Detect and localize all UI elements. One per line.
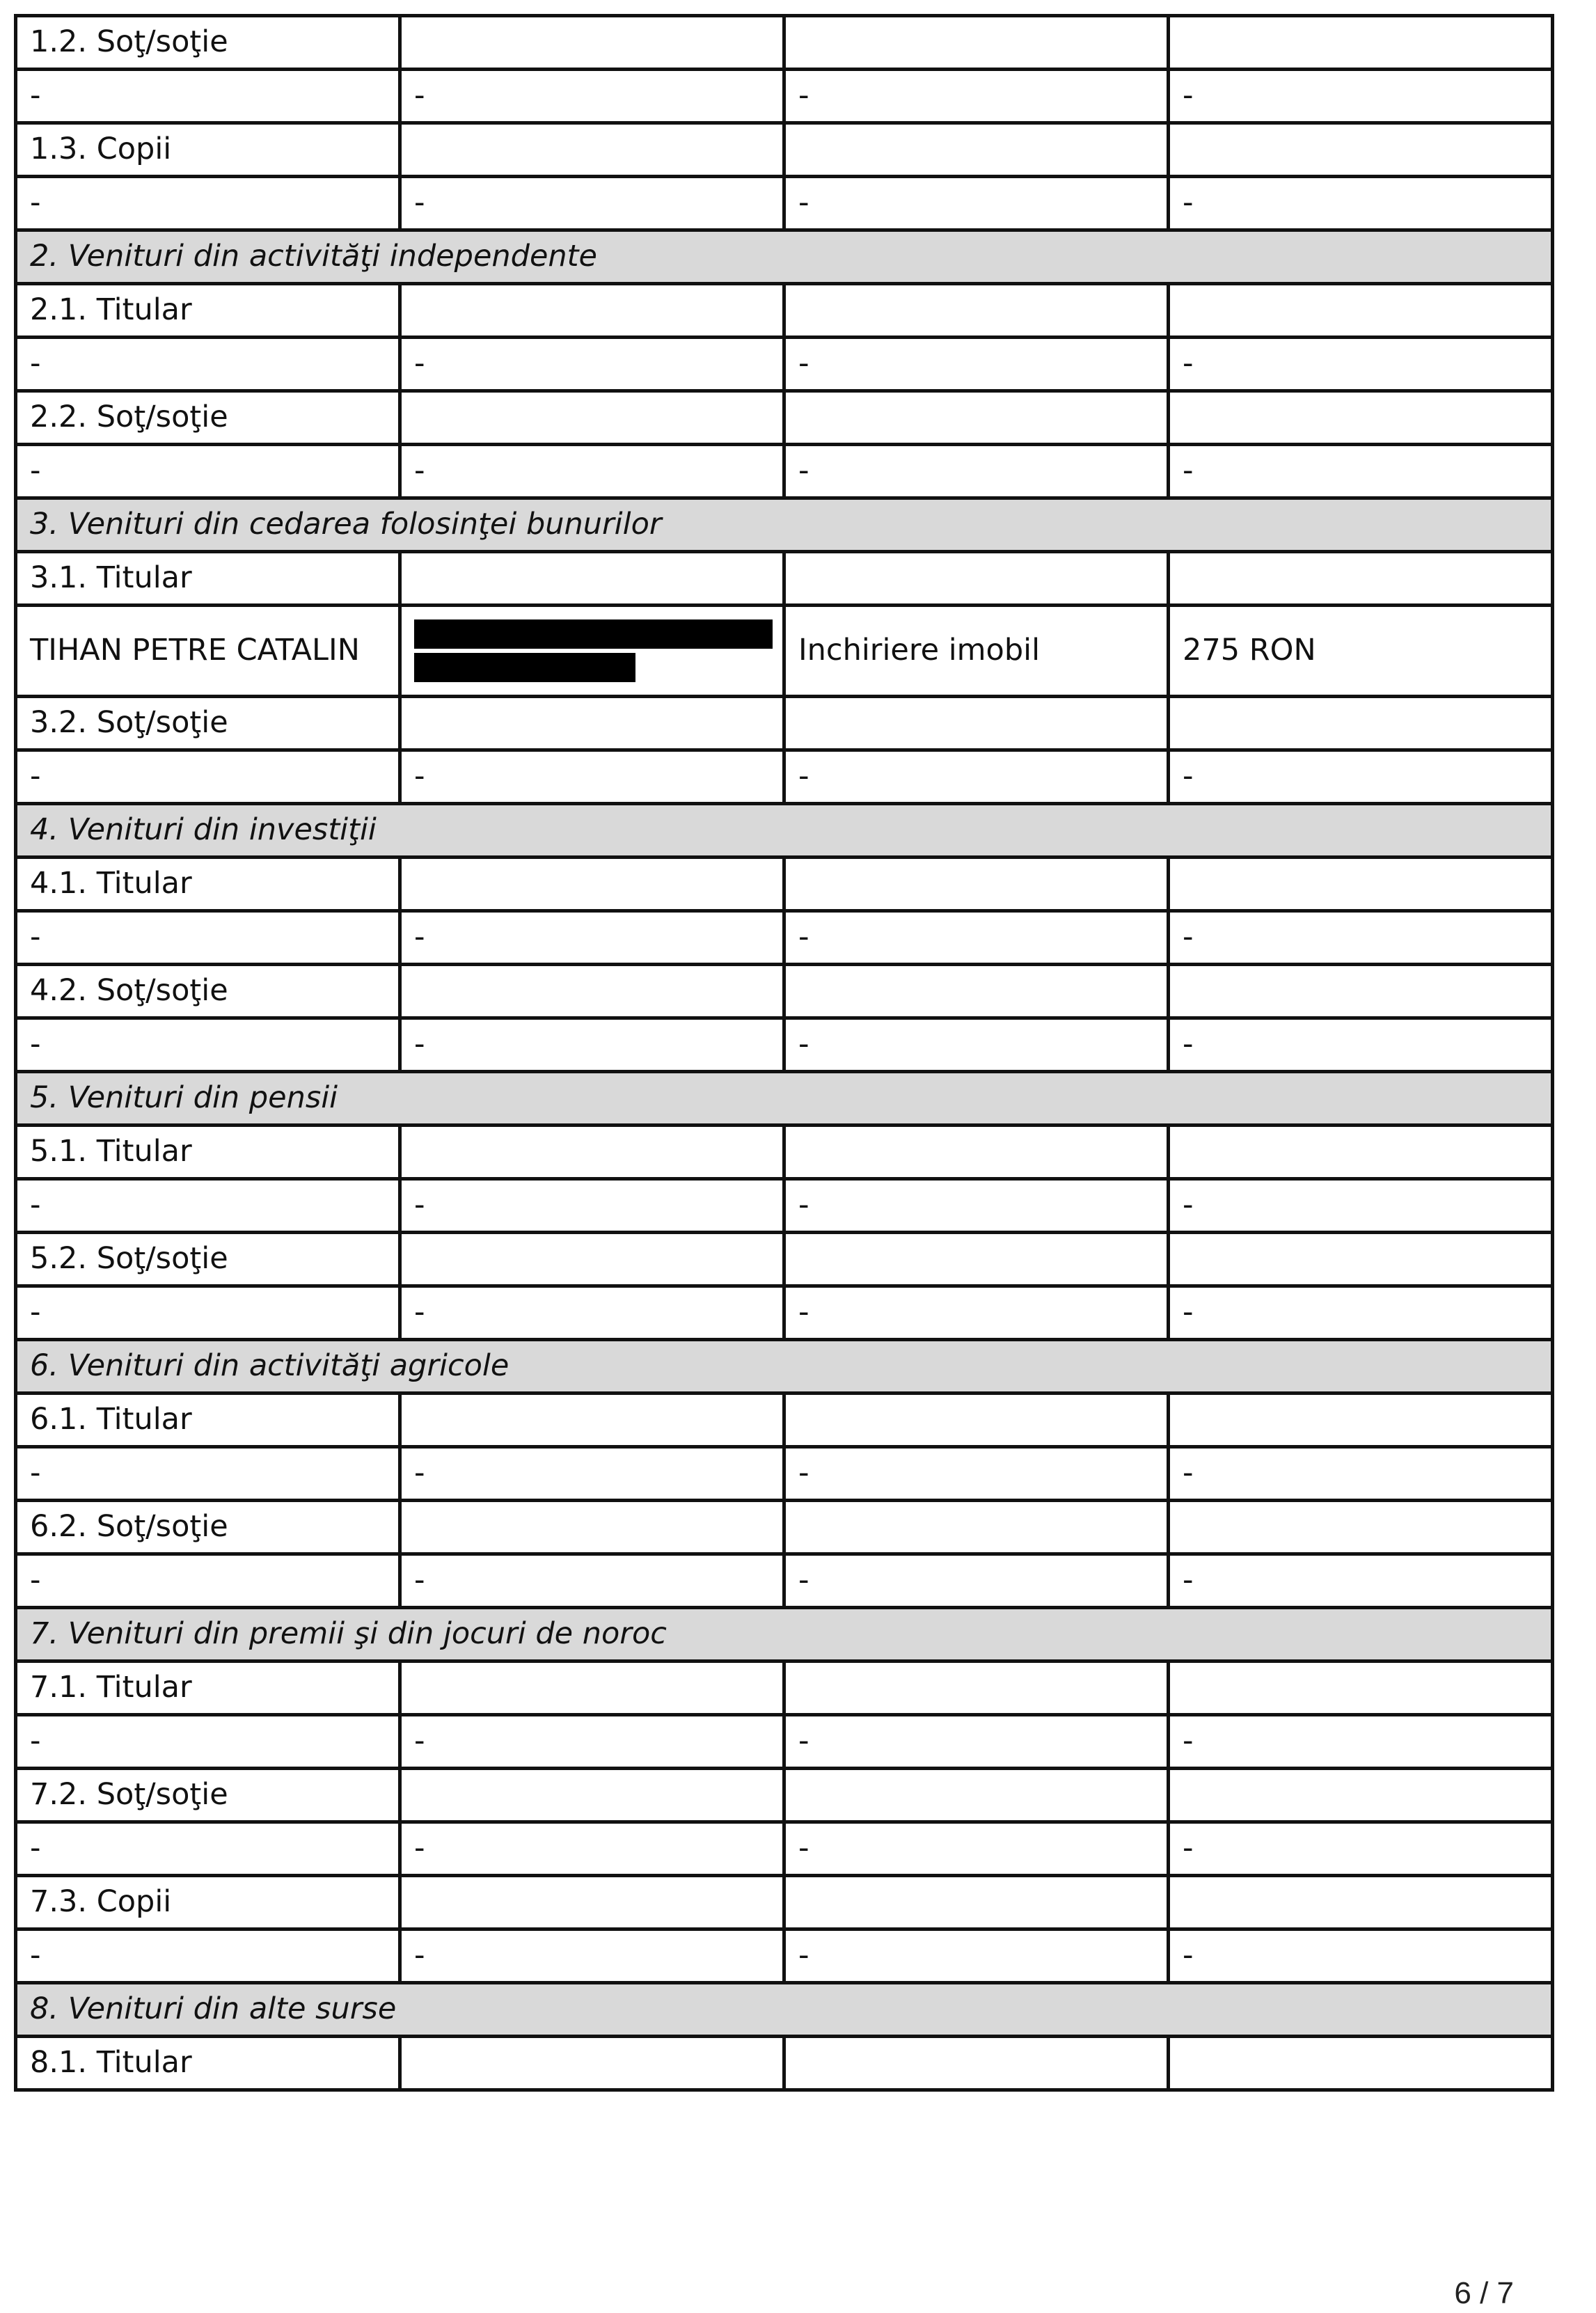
empty-cell — [400, 1661, 784, 1715]
empty-entry-row — [16, 1715, 1553, 1769]
subsection-label: 2.2. Soţ/soţie — [16, 391, 400, 445]
income-table-body — [16, 16, 1553, 2090]
redacted-source-cell — [400, 606, 784, 697]
subsection-row — [16, 552, 1553, 606]
income-entry-row — [16, 606, 1553, 697]
empty-cell — [1169, 1769, 1553, 1822]
dash-cell: - — [16, 1822, 400, 1876]
dash-cell: - — [400, 445, 784, 498]
subsection-label: 6.1. Titular — [16, 1394, 400, 1447]
empty-cell — [400, 284, 784, 338]
dash-cell: - — [1169, 1286, 1553, 1340]
dash-cell: - — [784, 1179, 1169, 1233]
subsection-row — [16, 284, 1553, 338]
dash-cell: - — [16, 750, 400, 804]
empty-cell — [784, 2037, 1169, 2090]
empty-cell — [400, 552, 784, 606]
empty-cell — [400, 697, 784, 750]
dash-cell: - — [400, 750, 784, 804]
subsection-label: 3.2. Soţ/soţie — [16, 697, 400, 750]
dash-cell: - — [400, 70, 784, 123]
dash-cell: - — [784, 1554, 1169, 1608]
subsection-row — [16, 965, 1553, 1018]
dash-cell: - — [784, 911, 1169, 965]
section-header-row — [16, 1608, 1553, 1661]
empty-cell — [400, 1769, 784, 1822]
empty-cell — [1169, 1501, 1553, 1554]
subsection-row — [16, 1876, 1553, 1929]
subsection-label: 8.1. Titular — [16, 2037, 400, 2090]
empty-entry-row — [16, 70, 1553, 123]
empty-cell — [1169, 391, 1553, 445]
dash-cell: - — [400, 911, 784, 965]
subsection-row — [16, 123, 1553, 177]
dash-cell: - — [784, 1018, 1169, 1072]
subsection-label: 4.1. Titular — [16, 858, 400, 911]
dash-cell: - — [400, 1447, 784, 1501]
section-header-row — [16, 1340, 1553, 1394]
section-title: 2. Venituri din activităţi independente — [16, 230, 1553, 284]
dash-cell: - — [16, 1179, 400, 1233]
subsection-row — [16, 1501, 1553, 1554]
dash-cell: - — [16, 338, 400, 391]
subsection-label: 7.1. Titular — [16, 1661, 400, 1715]
empty-cell — [400, 1876, 784, 1929]
empty-entry-row — [16, 750, 1553, 804]
dash-cell: - — [1169, 70, 1553, 123]
dash-cell: - — [16, 1554, 400, 1608]
subsection-row — [16, 1126, 1553, 1179]
dash-cell: - — [400, 1822, 784, 1876]
dash-cell: - — [784, 1286, 1169, 1340]
empty-cell — [1169, 1876, 1553, 1929]
dash-cell: - — [400, 1715, 784, 1769]
dash-cell: - — [400, 1554, 784, 1608]
empty-entry-row — [16, 1554, 1553, 1608]
dash-cell: - — [1169, 911, 1553, 965]
dash-cell: - — [400, 1179, 784, 1233]
dash-cell: - — [16, 1018, 400, 1072]
empty-cell — [1169, 1126, 1553, 1179]
dash-cell: - — [784, 177, 1169, 230]
dash-cell: - — [16, 70, 400, 123]
section-header-row — [16, 1983, 1553, 2037]
subsection-label: 1.2. Soţ/soţie — [16, 16, 400, 70]
subsection-row — [16, 16, 1553, 70]
subsection-row — [16, 2037, 1553, 2090]
dash-cell: - — [400, 177, 784, 230]
empty-entry-row — [16, 911, 1553, 965]
dash-cell: - — [400, 1018, 784, 1072]
dash-cell: - — [16, 445, 400, 498]
dash-cell: - — [784, 445, 1169, 498]
dash-cell: - — [784, 1822, 1169, 1876]
section-title: 7. Venituri din premii şi din jocuri de noroc — [16, 1608, 1553, 1661]
subsection-row — [16, 1769, 1553, 1822]
empty-cell — [1169, 697, 1553, 750]
dash-cell: - — [784, 70, 1169, 123]
dash-cell: - — [784, 338, 1169, 391]
subsection-label: 5.1. Titular — [16, 1126, 400, 1179]
redaction-bar — [414, 653, 635, 682]
dash-cell: - — [1169, 177, 1553, 230]
dash-cell: - — [1169, 338, 1553, 391]
dash-cell: - — [400, 338, 784, 391]
subsection-label: 5.2. Soţ/soţie — [16, 1233, 400, 1286]
subsection-row — [16, 858, 1553, 911]
empty-entry-row — [16, 1286, 1553, 1340]
section-title: 6. Venituri din activităţi agricole — [16, 1340, 1553, 1394]
empty-cell — [400, 858, 784, 911]
subsection-row — [16, 1661, 1553, 1715]
income-amount: 275 RON — [1169, 606, 1553, 697]
empty-entry-row — [16, 445, 1553, 498]
empty-cell — [784, 1661, 1169, 1715]
dash-cell: - — [1169, 1179, 1553, 1233]
subsection-label: 6.2. Soţ/soţie — [16, 1501, 400, 1554]
redaction-bar — [414, 619, 773, 649]
dash-cell: - — [1169, 1554, 1553, 1608]
empty-cell — [784, 1233, 1169, 1286]
section-title: 5. Venituri din pensii — [16, 1072, 1553, 1126]
empty-cell — [400, 123, 784, 177]
empty-cell — [784, 123, 1169, 177]
empty-cell — [784, 858, 1169, 911]
dash-cell: - — [1169, 1018, 1553, 1072]
dash-cell: - — [1169, 1822, 1553, 1876]
empty-entry-row — [16, 1929, 1553, 1983]
service-description: Inchiriere imobil — [784, 606, 1169, 697]
dash-cell: - — [784, 1447, 1169, 1501]
section-title: 3. Venituri din cedarea folosinţei bunurilor — [16, 498, 1553, 552]
dash-cell: - — [784, 750, 1169, 804]
dash-cell: - — [1169, 1447, 1553, 1501]
section-title: 8. Venituri din alte surse — [16, 1983, 1553, 2037]
empty-cell — [784, 965, 1169, 1018]
empty-cell — [784, 16, 1169, 70]
subsection-row — [16, 1394, 1553, 1447]
empty-cell — [784, 391, 1169, 445]
dash-cell: - — [16, 1929, 400, 1983]
subsection-label: 7.2. Soţ/soţie — [16, 1769, 400, 1822]
empty-cell — [1169, 858, 1553, 911]
empty-cell — [400, 1126, 784, 1179]
empty-cell — [400, 965, 784, 1018]
dash-cell: - — [16, 1286, 400, 1340]
subsection-row — [16, 697, 1553, 750]
empty-cell — [400, 1233, 784, 1286]
empty-cell — [400, 1394, 784, 1447]
empty-cell — [1169, 965, 1553, 1018]
dash-cell: - — [784, 1715, 1169, 1769]
empty-entry-row — [16, 1179, 1553, 1233]
dash-cell: - — [400, 1286, 784, 1340]
empty-entry-row — [16, 1822, 1553, 1876]
empty-entry-row — [16, 1447, 1553, 1501]
dash-cell: - — [16, 911, 400, 965]
empty-entry-row — [16, 338, 1553, 391]
empty-cell — [1169, 552, 1553, 606]
dash-cell: - — [400, 1929, 784, 1983]
subsection-label: 1.3. Copii — [16, 123, 400, 177]
empty-cell — [1169, 1233, 1553, 1286]
empty-entry-row — [16, 177, 1553, 230]
empty-cell — [784, 1501, 1169, 1554]
dash-cell: - — [1169, 1929, 1553, 1983]
dash-cell: - — [16, 177, 400, 230]
empty-cell — [1169, 1661, 1553, 1715]
dash-cell: - — [1169, 1715, 1553, 1769]
beneficiary-name: TIHAN PETRE CATALIN — [16, 606, 400, 697]
dash-cell: - — [16, 1447, 400, 1501]
empty-entry-row — [16, 1018, 1553, 1072]
empty-cell — [400, 1501, 784, 1554]
section-header-row — [16, 1072, 1553, 1126]
dash-cell: - — [1169, 750, 1553, 804]
section-header-row — [16, 498, 1553, 552]
empty-cell — [1169, 284, 1553, 338]
empty-cell — [784, 1394, 1169, 1447]
subsection-label: 2.1. Titular — [16, 284, 400, 338]
dash-cell: - — [16, 1715, 400, 1769]
empty-cell — [784, 1126, 1169, 1179]
subsection-label: 3.1. Titular — [16, 552, 400, 606]
section-header-row — [16, 804, 1553, 858]
income-table — [14, 14, 1554, 2092]
empty-cell — [400, 16, 784, 70]
empty-cell — [784, 552, 1169, 606]
dash-cell: - — [1169, 445, 1553, 498]
section-header-row — [16, 230, 1553, 284]
empty-cell — [1169, 123, 1553, 177]
subsection-label: 7.3. Copii — [16, 1876, 400, 1929]
empty-cell — [784, 284, 1169, 338]
empty-cell — [784, 697, 1169, 750]
dash-cell: - — [784, 1929, 1169, 1983]
page-number: 6 / 7 — [1454, 2276, 1514, 2310]
empty-cell — [400, 2037, 784, 2090]
empty-cell — [784, 1769, 1169, 1822]
subsection-row — [16, 391, 1553, 445]
section-title: 4. Venituri din investiţii — [16, 804, 1553, 858]
empty-cell — [1169, 1394, 1553, 1447]
empty-cell — [400, 391, 784, 445]
empty-cell — [1169, 2037, 1553, 2090]
empty-cell — [784, 1876, 1169, 1929]
empty-cell — [1169, 16, 1553, 70]
subsection-label: 4.2. Soţ/soţie — [16, 965, 400, 1018]
subsection-row — [16, 1233, 1553, 1286]
